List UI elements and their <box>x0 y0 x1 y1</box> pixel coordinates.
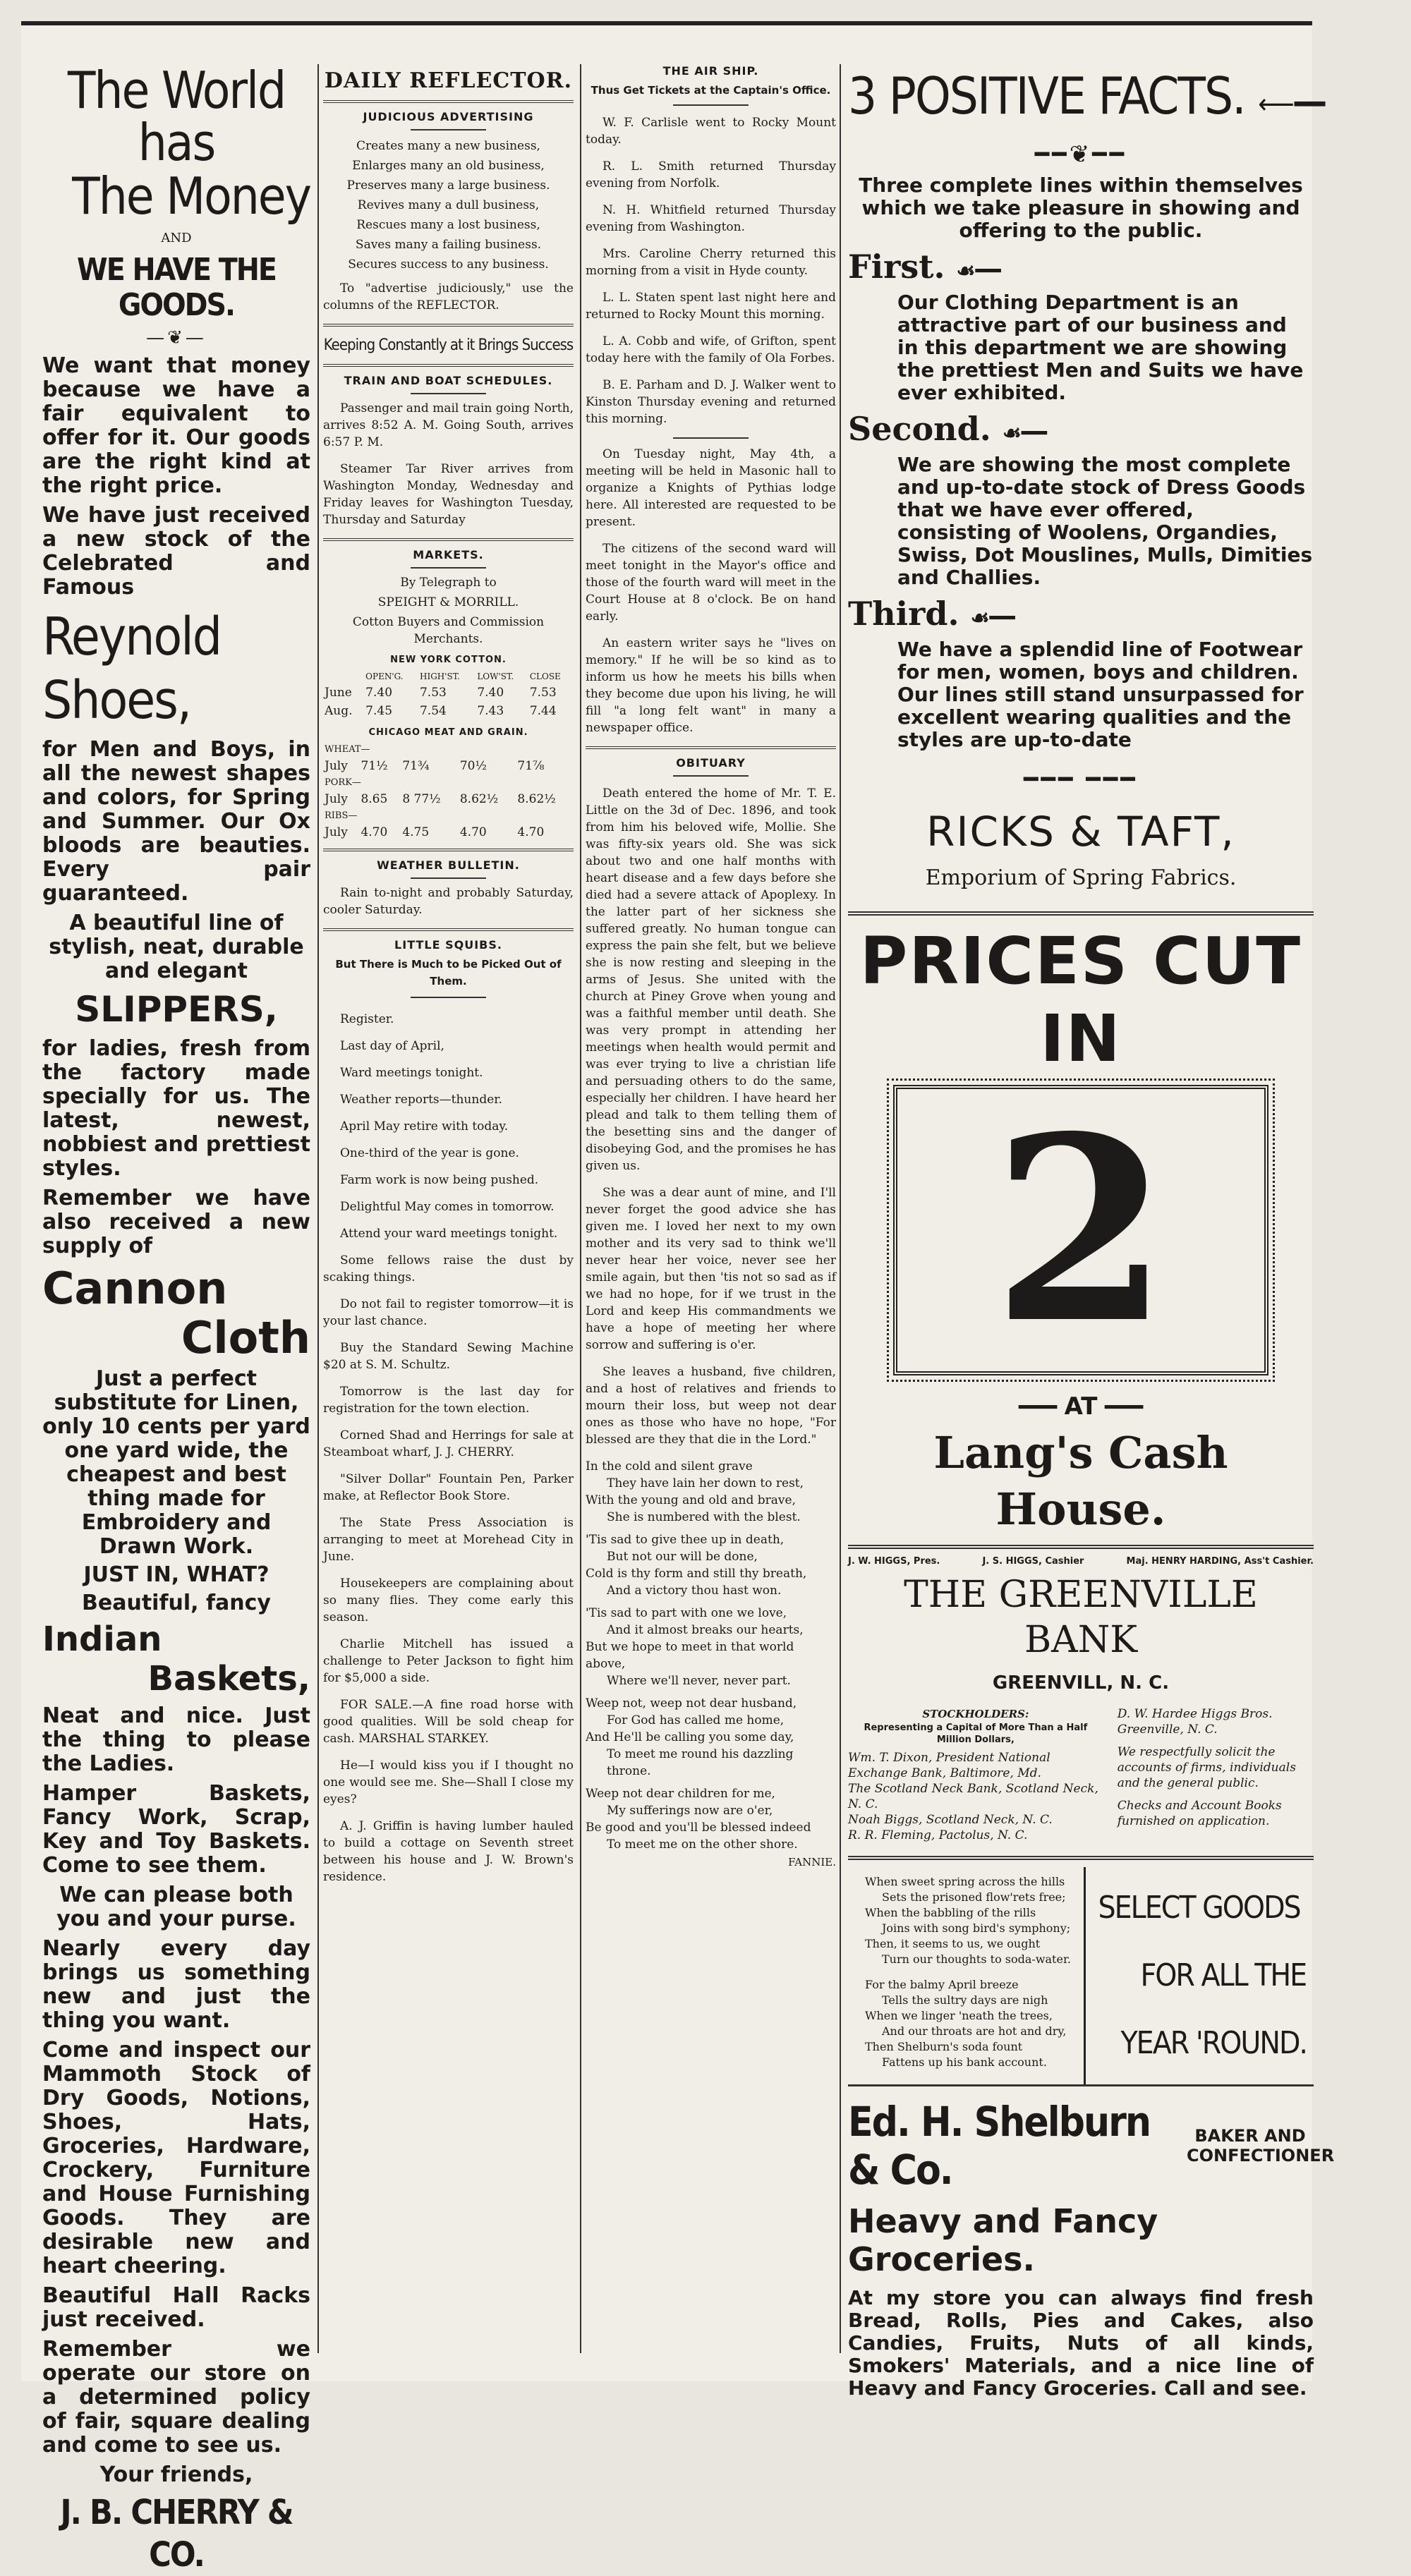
table-cell: 8 77½ <box>402 792 441 806</box>
headline-cannon: Cannon <box>42 1263 228 1314</box>
text-neat: Neat and nice. Just the thing to please the Ladies. <box>42 1703 310 1776</box>
bank-officers-row <box>848 1556 1314 1567</box>
table-row <box>323 757 574 775</box>
headline-cherry: J. B. CHERRY & CO. <box>60 2493 293 2575</box>
poem-line: My sufferings now are o'er, <box>607 1804 773 1818</box>
airship-item: B. E. Parham and D. J. Walker went to Kinston Thursday evening and returned this morning. <box>586 378 836 426</box>
poem-line: Cold is thy form and still thy breath, <box>586 1567 807 1581</box>
text-emporium: Emporium of Spring Fabrics. <box>925 865 1237 890</box>
bank-officer: Maj. HENRY HARDING, Ass't Cashier. <box>1126 1556 1314 1567</box>
divider <box>323 849 574 851</box>
group-label: WHEAT— <box>325 744 370 755</box>
poem-line: Fattens up his bank account. <box>882 2055 1047 2069</box>
heading-first-row <box>848 248 1314 286</box>
select-line: FOR ALL THE <box>1140 1957 1307 1993</box>
text-ladies: for ladies, fresh from the factory made specially for us. The latest, newest, nobbiest and prettiest styles. <box>42 1036 310 1181</box>
poem-line: But not our will be done, <box>607 1550 758 1564</box>
headline-facts <box>848 64 1326 136</box>
text-speight-morrill: SPEIGHT & MORRILL. <box>377 595 519 609</box>
squib-item: Weather reports—thunder. <box>340 1093 502 1107</box>
poem-line: And it almost breaks our hearts, <box>607 1623 804 1637</box>
obit-paragraph: She was a dear aunt of mine, and I'll never forget the good advice she has given me. I loved her next to my own mother and its very sad to think we'll never hear her voice, never see her smile again, but then 'tis not so sad as if we had no hope, for if we trust in the Lord and keep His commandments we have a hope of meeting her where sorrow and suffering is o'er. <box>586 1186 836 1352</box>
heading-stockholders: STOCKHOLDERS: <box>922 1708 1029 1720</box>
poem-line: Then, it seems to us, we ought <box>865 1937 1041 1950</box>
text-perfect: Just a perfect substitute for Linen, only 10 cents per yard one yard wide, the cheapest and best thing made for Embroidery and Drawn Work. <box>42 1366 310 1559</box>
table-header-cell <box>323 669 364 684</box>
divider <box>848 1856 1314 1860</box>
table-row <box>323 702 574 720</box>
table-cell: 70½ <box>459 759 487 773</box>
heading-third-row <box>848 595 1314 633</box>
bank-notice <box>1118 1706 1314 1843</box>
text-fancy: Beautiful, fancy <box>82 1591 271 1615</box>
headline-cloth: Cloth <box>181 1312 310 1363</box>
heading-chicago: CHICAGO MEAT AND GRAIN. <box>368 727 528 738</box>
text-pythias: On Tuesday night, May 4th, a meeting will be held in Masonic hall to organize a Knights of Pythias lodge here. All interested are requested to be present. <box>586 447 836 529</box>
select-line: SELECT GOODS <box>1098 1890 1300 1926</box>
poem-line: Weep not, weep not dear husband, <box>586 1696 797 1711</box>
divider <box>673 437 749 439</box>
divider <box>323 324 574 327</box>
poem-line: To meet me on the other shore. <box>607 1837 798 1852</box>
text-weather: Rain to-night and probably Saturday, cooler Saturday. <box>323 886 574 917</box>
two-frame <box>893 1081 1268 1379</box>
headline-indian: Indian <box>42 1620 162 1659</box>
airship-item: L. L. Staten spent last night here and returned to Rocky Mount this morning. <box>586 291 836 322</box>
at-row <box>848 1392 1314 1421</box>
poem-line: And our throats are hot and dry, <box>882 2024 1067 2038</box>
divider <box>848 2084 1314 2086</box>
headline-bank: THE GREENVILLE BANK <box>904 1574 1258 1661</box>
poem-line: In the cold and silent grave <box>586 1459 753 1474</box>
select-goods-box <box>1086 1867 1314 2084</box>
judicious-line: Saves many a failing business. <box>355 238 542 252</box>
poem-line: She is numbered with the blest. <box>607 1510 801 1524</box>
table-cell: 71½ <box>361 759 388 773</box>
ornament-divider: ━━❦━━ <box>1034 140 1127 169</box>
text-racks: Beautiful Hall Racks just received. <box>42 2283 310 2332</box>
squib-item: The State Press Association is arranging to meet at Morehead City in June. <box>323 1516 574 1564</box>
divider <box>411 129 486 130</box>
squib-item: Charlie Mitchell has issued a challenge to Peter Jackson to fight him for $5,000 a side. <box>323 1637 574 1685</box>
text-steamer: Steamer Tar River arrives from Washington Monday, Wednesday and Friday leaves for Washington Tuesday, Thursday and Saturday <box>323 462 574 527</box>
heading-keeping: Keeping Constantly at it Brings Success <box>323 336 574 354</box>
table-cell: 7.54 <box>419 704 447 718</box>
squib-item: FOR SALE.—A fine road horse with good qualities. Will be sold cheap for cash. MARSHAL STARKEY. <box>323 1698 574 1746</box>
headline-prices: PRICES CUT IN <box>859 923 1302 1076</box>
soda-ad-row <box>848 1867 1314 2084</box>
poem-line: For God has called me home, <box>607 1713 785 1727</box>
squib-item: Buy the Standard Sewing Machine $20 at S. M. Schultz. <box>323 1341 574 1372</box>
divider <box>411 877 486 879</box>
poem-line: But we hope to meet in that world above, <box>586 1640 794 1671</box>
table-row <box>323 684 574 702</box>
stockholder-item: Noah Biggs, Scotland Neck, N. C. <box>848 1813 1053 1827</box>
headline-langs: Lang's Cash House. <box>933 1427 1228 1535</box>
judicious-line: Rescues many a lost business, <box>356 218 540 232</box>
obit-poem <box>586 1458 836 1853</box>
squib-item: Housekeepers are complaining about so many flies. They come early this season. <box>323 1576 574 1624</box>
airship-item: R. L. Smith returned Thursday evening from Norfolk. <box>586 159 836 190</box>
table-cell: 71¾ <box>402 759 430 773</box>
text-nearly: Nearly every day brings us something new and just the thing you want. <box>42 1936 310 2033</box>
table-cell: 7.40 <box>365 686 393 700</box>
ornament-divider: ━━━ ━━━ <box>1024 765 1138 794</box>
headline-baskets: Baskets, <box>147 1659 310 1699</box>
text-ward: The citizens of the second ward will meet tonight in the Mayor's office and those of the fourth ward will meet in the Court House at 8 o'clock. Be on hand early. <box>586 542 836 624</box>
airship-item: Mrs. Caroline Cherry returned this morning from a visit in Hyde county. <box>586 247 836 278</box>
text-hamper: Hamper Baskets, Fancy Work, Scrap, Key and Toy Baskets. Come to see them. <box>42 1781 310 1878</box>
headline-money: The Money <box>72 166 310 226</box>
text-passenger: Passenger and mail train going North, arrives 8:52 A. M. Going South, arrives 6:57 P. M. <box>323 401 574 449</box>
text-friends: Your friends, <box>99 2462 253 2487</box>
heading-judicious: JUDICIOUS ADVERTISING <box>363 110 534 123</box>
heading-airship-sub: Thus Get Tickets at the Captain's Office. <box>591 84 831 97</box>
cherry-ad-column <box>42 61 310 2575</box>
poem-line: When we linger 'neath the trees, <box>865 2009 1053 2022</box>
squib-item: Attend your ward meetings tonight. <box>340 1227 558 1241</box>
poem-line: Weep not dear children for me, <box>586 1787 775 1801</box>
headline-facts-text: 3 POSITIVE FACTS. <box>848 66 1245 126</box>
divider <box>411 567 486 569</box>
squib-item: April May retire with today. <box>340 1119 509 1134</box>
heading-second-row <box>848 410 1314 448</box>
table-header-cell: HIGH'ST. <box>419 672 460 681</box>
judicious-line: Creates many a new business, <box>356 139 540 153</box>
swash-ornament: ━━━ <box>1018 1395 1065 1420</box>
table-cell: 4.70 <box>517 825 545 839</box>
headline-world: The World has <box>67 61 286 172</box>
text-three: Three complete lines within themselves which we take pleasure in showing and offering to the public. <box>859 174 1303 242</box>
squib-item: Last day of April, <box>340 1039 444 1053</box>
table-cell: 7.40 <box>477 686 504 700</box>
group-label: PORK— <box>325 777 361 788</box>
text-eastern: An eastern writer says he "lives on memory." If he will be so kind as to inform us how he meets his bills when they become due upon his living, he will fill "a long felt want" in many a newspaper office. <box>586 636 836 735</box>
text-solicit: We respectfully solicit the accounts of firms, individuals and the general public. <box>1117 1745 1296 1790</box>
judicious-list <box>323 138 574 273</box>
swash-ornament: ⟵━━ <box>1258 88 1326 121</box>
stockholder-item: R. R. Fleming, Pactolus, N. C. <box>848 1828 1028 1842</box>
text-come: Come and inspect our Mammoth Stock of Dry Goods, Notions, Shoes, Hats, Groceries, Hardware, Crockery, Furniture and House Furnishing Goods. They are desirable new and heart cheering. <box>42 2038 310 2278</box>
table-cell: Aug. <box>325 704 353 718</box>
cotton-table <box>323 669 574 720</box>
heading-squibs: LITTLE SQUIBS. <box>394 938 502 952</box>
divider <box>848 911 1314 916</box>
poem-line: Then Shelburn's soda fount <box>865 2040 1023 2053</box>
heading-first: First. <box>848 248 945 286</box>
text-advertise: To "advertise judiciously," use the columns of the REFLECTOR. <box>323 281 574 312</box>
poem-line: To meet me round his dazzling throne. <box>607 1747 794 1778</box>
judicious-line: Enlarges many an old business, <box>352 159 545 173</box>
poem-line: When sweet spring across the hills <box>865 1875 1065 1888</box>
squib-item: Corned Shad and Herrings for sale at Steamboat wharf, J. J. CHERRY. <box>323 1428 574 1459</box>
text-remember: Remember we have also received a new supply of <box>42 1186 310 1258</box>
text-baker: BAKER AND CONFECTIONER <box>1187 2126 1335 2165</box>
obit-paragraph: Death entered the home of Mr. T. E. Little on the 3d of Dec. 1896, and took from him his beloved wife, Mollie. She was fifty-six years old. She was sick about two and one half months with heart disease and a few days before she died had a severe attack of Apoplexy. In the latter part of her sickness she suffered greatly. No human tongue can express the pain she felt, but we believe she is now resting and sleeping in the arms of Jesus. She united with the church at Piney Grove when young and was a faithful member until death. She was very prompt in attending her meetings when health would permit and was ever trying to live a christian life and persuading others to do the same, especially her children. I have heard her plead and talk to them telling them of the besetting sins and the danger of disobeying God, and the promises he has given us. <box>586 786 836 1173</box>
divider <box>673 775 749 777</box>
bank-officer: J. W. HIGGS, Pres. <box>848 1556 940 1567</box>
poem-line: Sets the prisoned flow'rets free; <box>882 1890 1066 1904</box>
poem-line: 'Tis sad to part with one we love, <box>586 1606 787 1620</box>
squibs-list <box>323 1011 574 1885</box>
airship-item: L. A. Cobb and wife, of Grifton, spent today here with the family of Ola Forbes. <box>586 334 836 365</box>
poem-line: Where we'll never, never part. <box>607 1674 791 1688</box>
squib-item: A. J. Griffin is having lumber hauled to build a cottage on Seventh street between his house and J. W. Brown's residence. <box>323 1819 574 1884</box>
airship-item: W. F. Carlisle went to Rocky Mount today. <box>586 116 836 147</box>
text-representing: Representing a Capital of More Than a Half Million Dollars, <box>864 1723 1088 1745</box>
poem-line: For the balmy April breeze <box>865 1978 1019 1991</box>
soda-poem <box>848 1867 1086 2084</box>
heading-weather: WEATHER BULLETIN. <box>377 858 520 872</box>
poem-line: And a victory thou hast won. <box>607 1584 782 1598</box>
poem-line: 'Tis sad to give thee up in death, <box>586 1533 785 1547</box>
poem-line: Turn our thoughts to soda-water. <box>882 1952 1071 1966</box>
squib-item: Ward meetings tonight. <box>340 1066 483 1080</box>
text-first: Our Clothing Department is an attractive part of our business and in this department we are showing the prettiest Men and Suits we have ever exhibited. <box>897 291 1304 404</box>
table-cell: 7.44 <box>529 704 557 718</box>
newspaper-page <box>21 21 1335 2575</box>
at-label: AT <box>1064 1392 1098 1421</box>
text-justin: JUST IN, WHAT? <box>83 1562 270 1587</box>
headline-goods: WE HAVE THE GOODS. <box>77 252 276 323</box>
poem-line: Joins with song bird's symphony; <box>882 1921 1071 1935</box>
text-checks: Checks and Account Books furnished on application. <box>1117 1799 1282 1828</box>
text-hardee: D. W. Hardee Higgs Bros. Greenville, N. C. <box>1117 1707 1273 1737</box>
swash-ornament: ━━━ <box>1104 1395 1144 1420</box>
poem-line: And He'll be calling you some day, <box>586 1730 794 1744</box>
divider <box>411 997 486 998</box>
obit-paragraph: She leaves a husband, five children, and a host of relatives and friends to mourn their loss, but weep not dear ones as those who have no hope, "For blessed are they that die in the Lord." <box>586 1365 836 1447</box>
table-cell: 8.62½ <box>517 792 556 806</box>
ornament-divider: —❦— <box>146 327 207 348</box>
headline-shelburn: Ed. H. Shelburn & Co. <box>848 2098 1151 2194</box>
text-received: We have just received a new stock of the Celebrated and Famous <box>42 503 310 600</box>
judicious-line: Revives many a dull business, <box>357 198 540 212</box>
heading-third: Third. <box>848 595 959 633</box>
table-cell: July <box>325 759 348 773</box>
table-cell: 8.62½ <box>459 792 499 806</box>
table-cell: June <box>325 686 352 700</box>
text-operate: Remember we operate our store on a determined policy of fair, square dealing and come to see us. <box>42 2337 310 2457</box>
airship-item: N. H. Whitfield returned Thursday evening from Washington. <box>586 203 836 234</box>
text-telegraph: By Telegraph to <box>400 576 497 590</box>
poem-line: They have lain her down to rest, <box>607 1476 804 1490</box>
table-cell: 7.43 <box>477 704 504 718</box>
table-group-row <box>323 775 574 790</box>
select-line: YEAR 'ROUND. <box>1120 2025 1307 2061</box>
squib-item: One-third of the year is gone. <box>340 1146 519 1160</box>
text-beautiful: A beautiful line of stylish, neat, durable and elegant <box>49 911 304 983</box>
divider <box>673 104 749 106</box>
shelburn-row <box>848 2098 1335 2194</box>
table-cell: 7.45 <box>365 704 393 718</box>
table-header-cell: CLOSE <box>529 672 561 681</box>
judicious-line: Secures success to any business. <box>348 257 549 272</box>
squib-item: Delightful May comes in tomorrow. <box>340 1200 555 1214</box>
squib-item: Register. <box>340 1012 394 1026</box>
squib-item: Farm work is now being pushed. <box>340 1173 539 1187</box>
table-cell: 4.75 <box>402 825 430 839</box>
poem-line: Be good and you'll be blessed indeed <box>586 1821 811 1835</box>
poem-line: With the young and old and brave, <box>586 1493 796 1507</box>
text-second: We are showing the most complete and up-to-date stock of Dress Goods that we have ever offered, consisting of Woolens, Organdies, Swiss, Dot Mouslines, Mulls, Dimities and Challies. <box>897 453 1313 589</box>
pointer-ornament: ☙━━ <box>970 606 1015 631</box>
text-cotton-buyers: Cotton Buyers and Commission Merchants. <box>352 615 545 646</box>
headline-slippers: SLIPPERS, <box>75 989 278 1030</box>
big-numeral-two: 2 <box>992 1081 1170 1379</box>
headline-heavy: Heavy and Fancy Groceries. <box>848 2202 1158 2278</box>
text-men: for Men and Boys, in all the newest shapes and colors, for Spring and Summer. Our Ox bloods are beauties. Every pair guaranteed. <box>42 737 310 906</box>
squib-item: Tomorrow is the last day for registration for the town election. <box>323 1385 574 1416</box>
divider <box>323 100 574 103</box>
squib-item: "Silver Dollar" Fountain Pen, Parker make, at Reflector Book Store. <box>323 1472 574 1503</box>
table-header-cell: LOW'ST. <box>477 672 514 681</box>
table-group-row <box>323 808 574 823</box>
text-greenvill: GREENVILL, N. C. <box>992 1672 1170 1694</box>
group-label: RIBS— <box>325 810 358 821</box>
squib-item: He—I would kiss you if I thought no one would see me. She—Shall I close my eyes? <box>323 1758 574 1806</box>
table-cell: 7.53 <box>529 686 557 700</box>
poem-line: Tells the sultry days are nigh <box>882 1993 1048 2007</box>
divider <box>848 1545 1314 1549</box>
pointer-ornament: ☙━━ <box>1002 421 1047 446</box>
text-third: We have a splendid line of Footwear for men, women, boys and children. Our lines still stand unsurpassed for excellent wearing qualities and the styles are up-to-date <box>897 638 1304 751</box>
divider <box>411 393 486 394</box>
heading-airship: THE AIR SHIP. <box>662 64 759 78</box>
text-want: We want that money because we have a fair equivalent to offer for it. Our goods are the right kind at the right price. <box>42 353 310 498</box>
heading-second: Second. <box>848 410 991 448</box>
divider <box>323 928 574 931</box>
table-header-cell: OPEN'G. <box>365 672 404 681</box>
squib-item: Do not fail to register tomorrow—it is your last chance. <box>323 1297 574 1328</box>
heading-squibs-sub: But There is Much to be Picked Out of Them. <box>335 958 562 988</box>
table-header-row <box>323 669 574 684</box>
stockholder-item: The Scotland Neck Bank, Scotland Neck, N. C. <box>848 1782 1098 1811</box>
table-cell: 8.65 <box>361 792 388 806</box>
bank-officer: J. S. HIGGS, Cashier <box>982 1556 1084 1567</box>
air-ship-column <box>580 64 836 2353</box>
table-cell: July <box>325 825 348 839</box>
masthead: DAILY REFLECTOR. <box>324 68 573 93</box>
and-label: AND <box>161 231 192 245</box>
poem-line: When the babbling of the rills <box>865 1906 1036 1919</box>
text-please: We can please both you and your purse. <box>56 1883 296 1931</box>
table-group-row <box>323 742 574 757</box>
judicious-line: Preserves many a large business. <box>346 178 550 193</box>
heading-markets: MARKETS. <box>413 548 484 561</box>
table-row <box>323 790 574 808</box>
ads-column <box>840 64 1335 2400</box>
obit-signature: FANNIE. <box>788 1856 836 1869</box>
heading-ny-cotton: NEW YORK COTTON. <box>390 655 507 665</box>
table-cell: 71⅞ <box>517 759 545 773</box>
table-cell: 7.53 <box>419 686 447 700</box>
grain-table <box>323 742 574 842</box>
divider <box>586 746 836 749</box>
bank-stockholders <box>848 1706 1103 1843</box>
stockholder-item: Wm. T. Dixon, President National Exchange Bank, Baltimore, Md. <box>848 1751 1050 1780</box>
bank-details <box>848 1706 1314 1843</box>
table-cell: July <box>325 792 348 806</box>
headline-ricks: RICKS & TAFT, <box>926 808 1235 856</box>
heading-obituary: OBITUARY <box>676 756 746 770</box>
divider <box>323 364 574 367</box>
reflector-column <box>317 64 574 2353</box>
text-store: At my store you can always find fresh Bread, Rolls, Pies and Cakes, also Candies, Fruits, Nuts of all kinds, Smokers' Materials, and a nice line of Heavy and Fancy Groceries. Call and see. <box>848 2286 1314 2400</box>
table-cell: 4.70 <box>459 825 487 839</box>
table-row <box>323 823 574 842</box>
table-cell: 4.70 <box>361 825 388 839</box>
pointer-ornament: ☙━━ <box>956 259 1001 284</box>
divider <box>323 538 574 541</box>
squib-item: Some fellows raise the dust by scaking things. <box>323 1253 574 1284</box>
heading-train: TRAIN AND BOAT SCHEDULES. <box>344 374 553 387</box>
headline-reynold: Reynold Shoes, <box>42 607 221 731</box>
